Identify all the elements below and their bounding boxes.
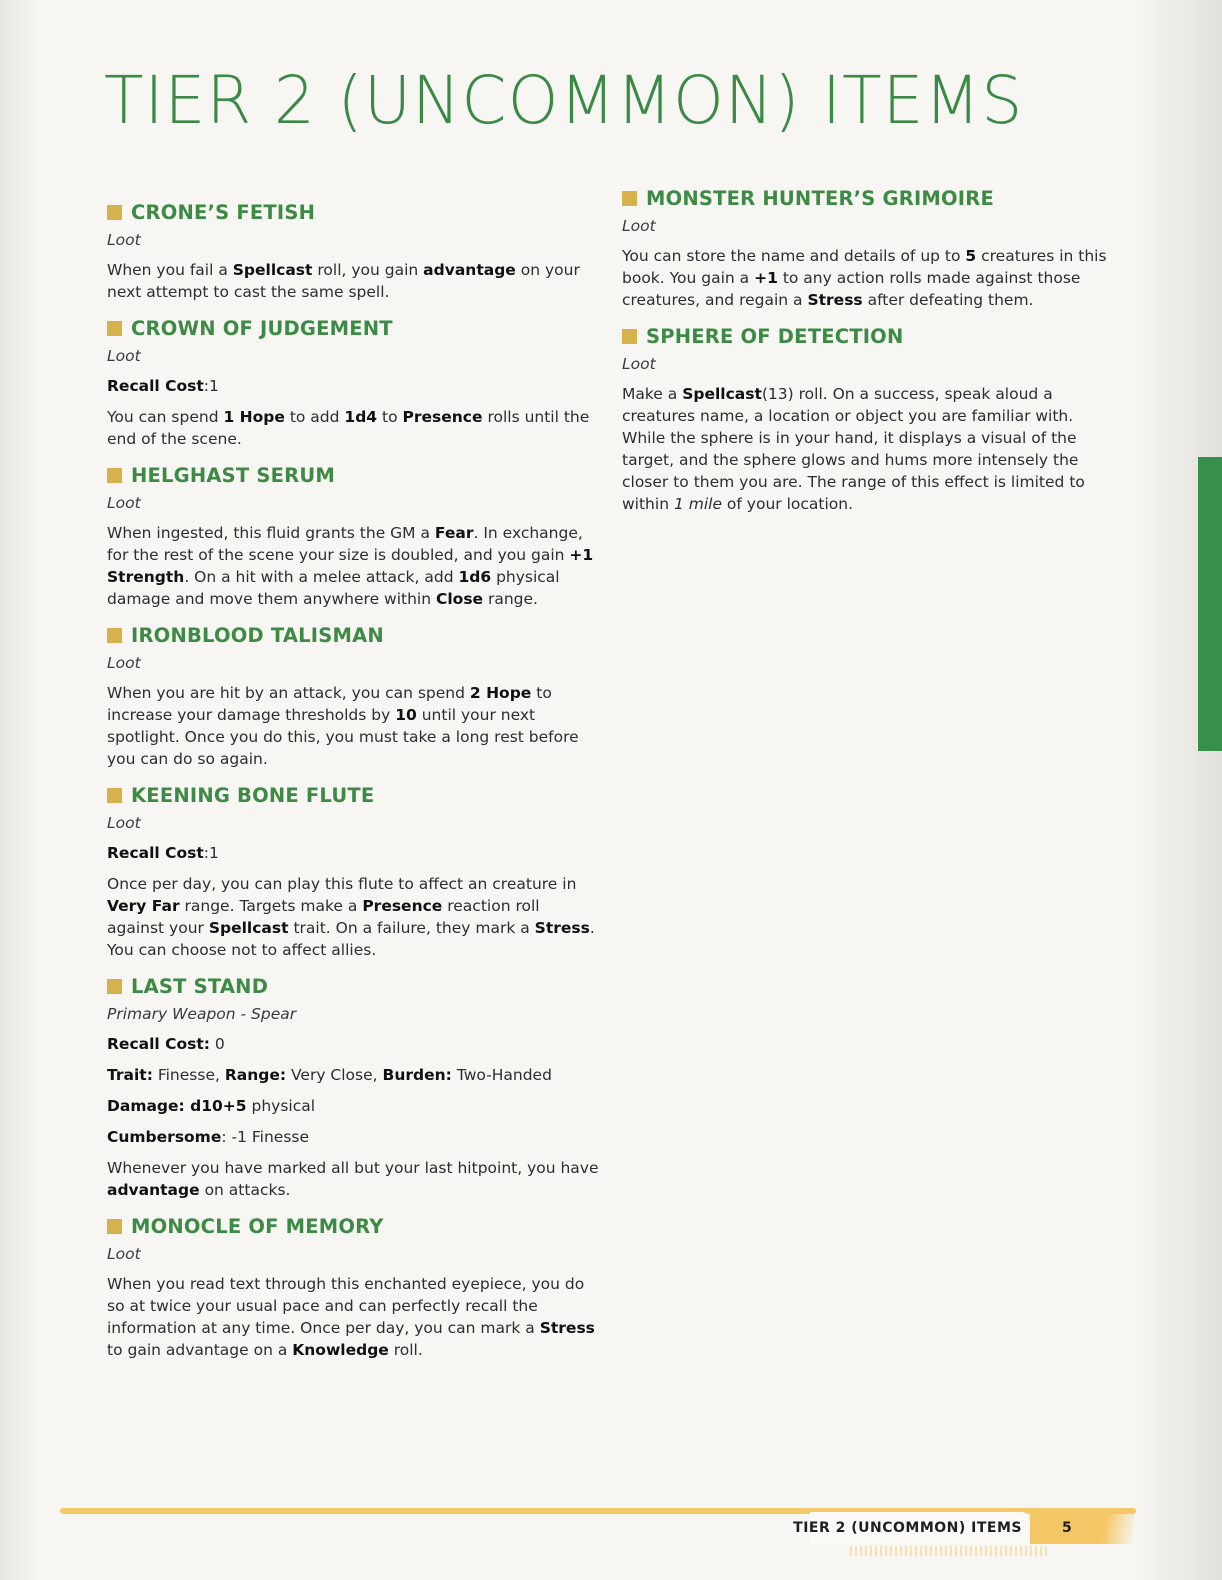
item-heading — [107, 196, 599, 228]
left-column — [107, 196, 599, 1370]
bullet-square-icon — [107, 468, 122, 483]
item-ironblood-talisman — [107, 619, 599, 770]
bullet-square-icon — [107, 1219, 122, 1234]
item-crown-of-judgement — [107, 312, 599, 450]
item-type: Loot — [107, 1245, 141, 1263]
item-name: MONOCLE OF MEMORY — [131, 1214, 384, 1238]
item-description: When you are hit by an attack, you can spend 2 Hope to increase your damage thresholds by 10 until your next spotlight. Once you do this, you must take a long rest before you can do so again. — [107, 684, 579, 768]
item-type: Loot — [107, 347, 141, 365]
item-heading — [107, 312, 599, 344]
page-title: TIER 2 (UNCOMMON) ITEMS — [104, 62, 1024, 139]
item-recall-cost: Recall Cost: 0 — [107, 1035, 225, 1053]
item-type: Loot — [622, 217, 656, 235]
bullet-square-icon — [622, 191, 637, 206]
footer-section-label — [793, 1512, 1036, 1544]
item-name: CRONE’S FETISH — [131, 200, 316, 224]
item-name: IRONBLOOD TALISMAN — [131, 623, 384, 647]
item-description: Once per day, you can play this flute to affect an creature in Very Far range. Targets make a Presence reaction roll against your Spellcast trait. On a failure, they mark a Stress. You can choose not to affect allies. — [107, 875, 595, 959]
item-type: Loot — [107, 654, 141, 672]
item-heading — [622, 320, 1114, 352]
item-type: Loot — [107, 494, 141, 512]
item-helghast-serum — [107, 459, 599, 610]
item-heading — [622, 182, 1114, 214]
item-feature: Cumbersome: -1 Finesse — [107, 1128, 310, 1146]
item-recall-cost: Recall Cost:1 — [107, 377, 219, 395]
chapter-side-tab — [1198, 457, 1222, 751]
item-heading — [107, 1210, 599, 1242]
item-name: LAST STAND — [131, 974, 269, 998]
bullet-square-icon — [107, 321, 122, 336]
page-edge-shadow-left — [0, 0, 40, 1580]
item-description: You can spend 1 Hope to add 1d4 to Presence rolls until the end of the scene. — [107, 408, 590, 448]
bullet-square-icon — [622, 329, 637, 344]
item-name: SPHERE OF DETECTION — [646, 324, 904, 348]
right-column — [622, 182, 1114, 524]
item-type: Loot — [107, 231, 141, 249]
item-heading — [107, 970, 599, 1002]
item-description: When you read text through this enchanted eyepiece, you do so at twice your usual pace and can perfectly recall the information at any time. Once per day, you can mark a Stress to gain advantage on a Knowledge roll. — [107, 1275, 595, 1359]
item-description: Make a Spellcast(13) roll. On a success, speak aloud a creatures name, a location or object you are familiar with. While the sphere is in your hand, it displays a visual of the target, and the sphere glows and hums more intensely the closer to them you are. The range of this effect is limited to within 1 mile of your location. — [622, 385, 1085, 513]
item-description: Whenever you have marked all but your last hitpoint, you have advantage on attacks. — [107, 1159, 599, 1199]
item-monocle-of-memory — [107, 1210, 599, 1361]
item-recall-cost: Recall Cost:1 — [107, 844, 219, 862]
item-type: Loot — [622, 355, 656, 373]
item-crones-fetish — [107, 196, 599, 303]
bullet-square-icon — [107, 628, 122, 643]
item-monster-hunters-grimoire — [622, 182, 1114, 311]
item-name: HELGHAST SERUM — [131, 463, 336, 487]
item-heading — [107, 459, 599, 491]
item-name: MONSTER HUNTER’S GRIMOIRE — [646, 186, 994, 210]
item-type: Primary Weapon - Spear — [107, 1005, 297, 1023]
page-edge-shadow-right — [1132, 0, 1222, 1580]
item-name: CROWN OF JUDGEMENT — [131, 316, 393, 340]
item-description: When ingested, this fluid grants the GM a Fear. In exchange, for the rest of the scene your size is doubled, and you gain +1 Strength. On a hit with a melee attack, add 1d6 physical damage and move them anywhere within Close range. — [107, 524, 594, 608]
item-sphere-of-detection — [622, 320, 1114, 515]
page-number: 5 — [1062, 1520, 1072, 1536]
item-trait-range-burden: Trait: Finesse, Range: Very Close, Burden: Two-Handed — [107, 1066, 552, 1084]
footer-page-tab — [1030, 1512, 1134, 1544]
item-damage: Damage: d10+5 physical — [107, 1097, 316, 1115]
item-heading — [107, 779, 599, 811]
footer-decoration — [850, 1546, 1050, 1556]
bullet-square-icon — [107, 205, 122, 220]
item-keening-bone-flute — [107, 779, 599, 961]
item-name: KEENING BONE FLUTE — [131, 783, 375, 807]
item-last-stand — [107, 970, 599, 1201]
bullet-square-icon — [107, 979, 122, 994]
bullet-square-icon — [107, 788, 122, 803]
item-type: Loot — [107, 814, 141, 832]
item-description: When you fail a Spellcast roll, you gain advantage on your next attempt to cast the same spell. — [107, 261, 580, 301]
item-description: You can store the name and details of up to 5 creatures in this book. You gain a +1 to any action rolls made against those creatures, and regain a Stress after defeating them. — [622, 247, 1107, 309]
footer-label-text: TIER 2 (UNCOMMON) ITEMS — [793, 1520, 1022, 1536]
item-heading — [107, 619, 599, 651]
